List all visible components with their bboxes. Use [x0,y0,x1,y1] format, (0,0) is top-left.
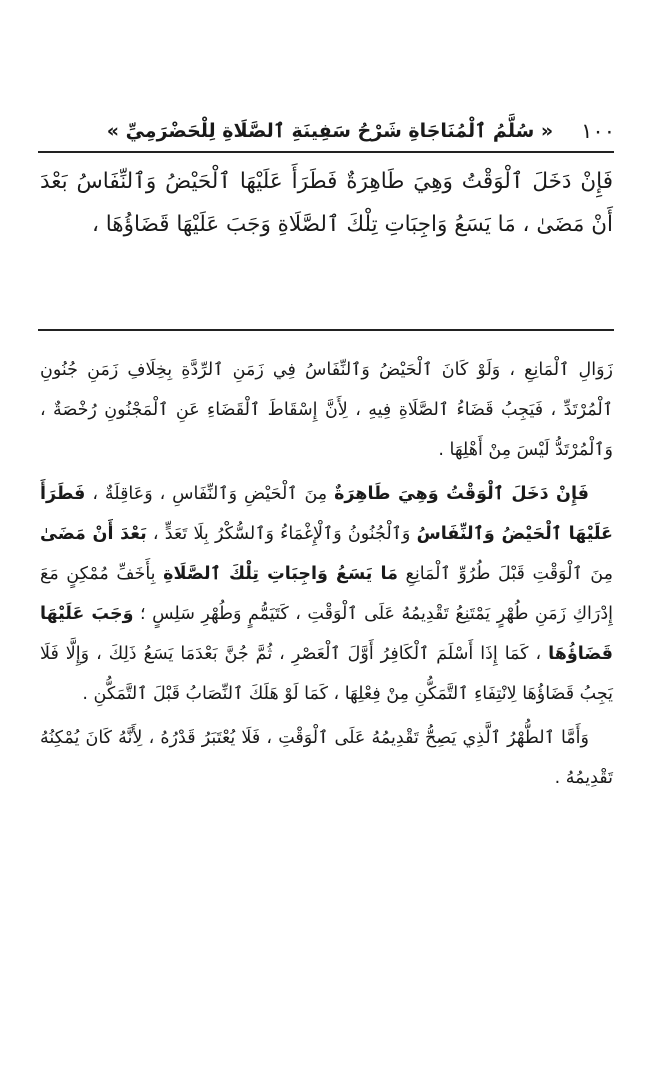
quoted-matn-segment: مَا يَسَعُ وَاجِبَاتِ تِلْكَ ٱلصَّلَاةِ [163,564,398,584]
running-title: « سُلَّمُ ٱلْمُنَاجَاةِ شَرْحُ سَفِينَةِ ٱلصَّلَاةِ لِلْحَضْرَمِيِّ » [106,120,554,142]
commentary-segment: ، كَمَا إِذَا أَسْلَمَ ٱلْكَافِرُ أَوَّلَ ٱلْعَصْرِ ، ثُمَّ جُنَّ بَعْدَمَا يَسَعُ ذَلِكَ ، وَإِلَّا فَلَا يَجِبُ قَضَاؤُهَا لِانْتِفَاءِ ٱلتَّمَكُّنِ مِنْ فِعْلِهَا ، كَمَا لَوْ هَلَكَ ٱلنِّصَابُ قَبْلَ ٱلتَّمَكُّنِ . [40,644,613,704]
quoted-matn-segment: وَجَبَ عَلَيْهَا قَضَاؤُهَا [40,604,613,664]
commentary-paragraph-3: وَأَمَّا ٱلطُّهْرُ ٱلَّذِي يَصِحُّ تَقْدِيمُهُ عَلَى ٱلْوَقْتِ ، فَلَا يُعْتَبَرُ قَدْرُهُ ، لِأَنَّهُ كَانَ يُمْكِنُهُ تَقْدِيمُهُ . [40,728,613,788]
commentary-segment: مِنَ ٱلْحَيْضِ وَٱلنِّفَاسِ ، وَعَاقِلَةٌ ، [85,484,335,504]
commentary-text-block [40,350,613,798]
page-header [40,116,615,146]
matn-commentary-divider [38,329,614,331]
commentary-paragraph-2 [40,474,613,714]
header-divider [38,151,614,153]
quoted-matn-segment: بَعْدَ أَنْ مَضَىٰ [40,524,147,544]
quoted-matn-segment: فَطَرَأَ عَلَيْهَا ٱلْحَيْضُ وَٱلنِّفَاسُ [40,484,613,544]
matn-text-block [40,160,613,246]
commentary-segment: وَٱلْجُنُونُ وَٱلْإِغْمَاءُ وَٱلسُّكْرُ بِلَا تَعَدٍّ ، [146,524,417,544]
quoted-matn-segment: فَإِنْ دَخَلَ ٱلْوَقْتُ وَهِيَ طَاهِرَةٌ [334,484,589,504]
matn-paragraph: فَإِنْ دَخَلَ ٱلْوَقْتُ وَهِيَ طَاهِرَةٌ فَطَرَأَ عَلَيْهَا ٱلْحَيْضُ وَٱلنِّفَاسُ بَعْدَ أَنْ مَضَىٰ ، مَا يَسَعُ وَاجِبَاتِ تِلْكَ ٱلصَّلَاةِ وَجَبَ عَلَيْهَا قَضَاؤُهَا ، [40,169,613,237]
page-number: ١٠٠ [581,119,615,143]
commentary-segment: مِنَ ٱلْوَقْتِ قَبْلَ طُرُوِّ ٱلْمَانِعِ [397,564,613,584]
commentary-paragraph-1: زَوَالِ ٱلْمَانِعِ ، وَلَوْ كَانَ ٱلْحَيْضُ وَٱلنِّفَاسُ فِي زَمَنِ ٱلرِّدَّةِ بِخِلَافِ زَمَنِ جُنُونِ ٱلْمُرْتَدِّ ، فَيَجِبُ قَضَاءُ ٱلصَّلَاةِ فِيهِ ، لِأَنَّ إِسْقَاطَ ٱلْقَضَاءِ عَنِ ٱلْمَجْنُونِ رُخْصَةٌ ، وَٱلْمُرْتَدُّ لَيْسَ مِنْ أَهْلِهَا . [40,360,613,460]
commentary-segment: بِأَخَفِّ مُمْكِنٍ مَعَ إِدْرَاكِ زَمَنِ طُهْرٍ يَمْتَنِعُ تَقْدِيمُهُ عَلَى ٱلْوَقْتِ ، كَتَيَمُّمٍ وَطُهْرِ سَلِسٍ ؛ [40,564,613,624]
